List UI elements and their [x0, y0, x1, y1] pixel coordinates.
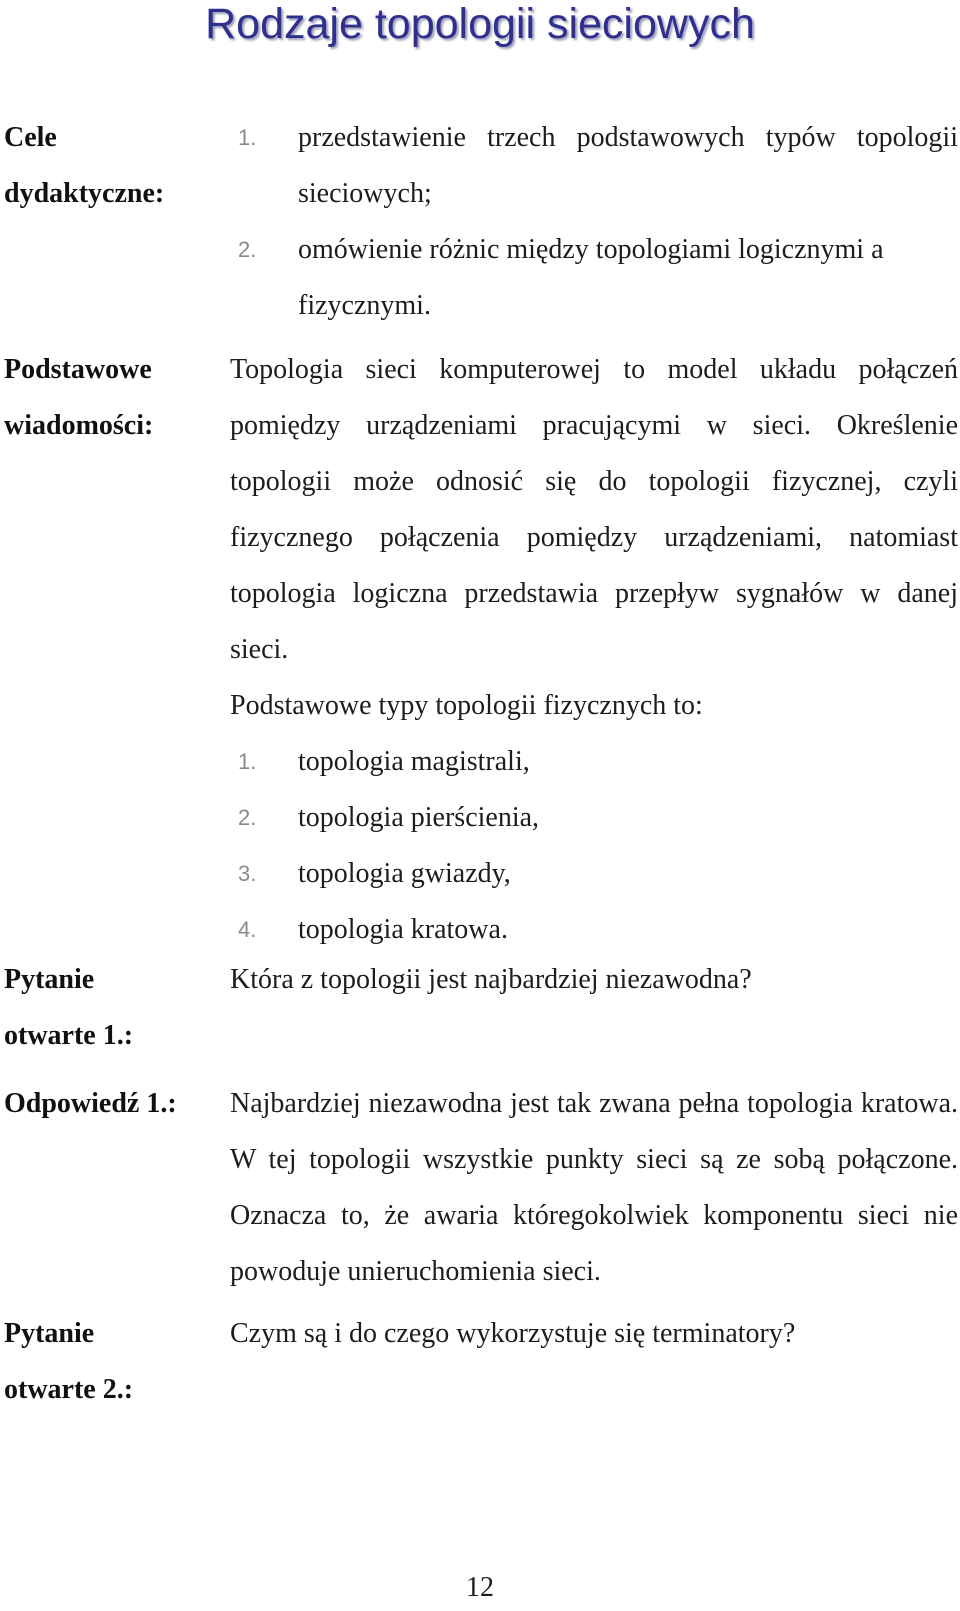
definition-paragraph: Topologia sieci komputerowej to model układu połączeń pomiędzy urządzeniami pracującymi w sieci. Określenie topologii może odnosić się do topologii fizycznej, czyli fizycznego połączenia pomiędzy urządzeniami, natomiast topologia logiczna przedstawia przepływ sygnałów w danej sieci.	[230, 354, 958, 665]
list-item-text: topologia pierścienia,	[298, 802, 540, 833]
label-line: Odpowiedź 1.:	[4, 1088, 177, 1119]
list-item-text: topologia magistrali,	[298, 746, 530, 777]
section-content-wiadomosci	[230, 342, 958, 958]
list-number: 1.	[238, 125, 257, 150]
label-line: Pytanie	[4, 1318, 95, 1349]
section-label-cele	[4, 110, 214, 222]
topology-types-list	[230, 734, 958, 958]
page-number: 12	[466, 1572, 494, 1603]
section-content-pytanie2	[230, 1306, 958, 1362]
section-label-pytanie1	[4, 952, 214, 1064]
label-line: otwarte 2.:	[4, 1374, 134, 1405]
list-number: 1.	[238, 749, 257, 774]
list-number: 4.	[238, 917, 257, 942]
label-line: wiadomości:	[4, 410, 154, 441]
types-intro: Podstawowe typy topologii fizycznych to:	[230, 690, 703, 721]
goals-list	[230, 110, 958, 334]
label-line: dydaktyczne:	[4, 178, 165, 209]
section-label-odpowiedz1	[4, 1076, 214, 1132]
question-text: Czym są i do czego wykorzystuje się terminatory?	[230, 1318, 796, 1349]
list-item	[230, 902, 958, 958]
label-line: Cele	[4, 122, 57, 153]
answer-text: Najbardziej niezawodna jest tak zwana pełna topologia kratowa. W tej topologii wszystkie punkty sieci są ze sobą połączone. Oznacza to, że awaria któregokolwiek komponentu sieci nie powoduje unieruchomienia sieci.	[230, 1088, 958, 1287]
list-item-text: topologia kratowa.	[298, 914, 508, 945]
section-content-cele	[230, 110, 958, 334]
list-number: 2.	[238, 805, 257, 830]
label-line: Podstawowe	[4, 354, 152, 385]
list-number: 2.	[238, 237, 257, 262]
question-text: Która z topologii jest najbardziej niezawodna?	[230, 964, 752, 995]
list-item	[230, 790, 958, 846]
list-item-text: przedstawienie trzech podstawowych typów topologii sieciowych;	[298, 122, 958, 209]
section-content-odpowiedz1	[230, 1076, 958, 1300]
section-label-pytanie2	[4, 1306, 214, 1418]
list-item-text: topologia gwiazdy,	[298, 858, 511, 889]
page-title: Rodzaje topologii sieciowych	[205, 0, 755, 48]
list-number: 3.	[238, 861, 257, 886]
section-content-pytanie1	[230, 952, 958, 1008]
list-item	[230, 734, 958, 790]
list-item	[230, 846, 958, 902]
list-item-text: omówienie różnic między topologiami logicznymi a fizycznymi.	[298, 234, 884, 321]
label-line: Pytanie	[4, 964, 95, 995]
list-item	[230, 222, 958, 334]
section-label-wiadomosci	[4, 342, 214, 454]
label-line: otwarte 1.:	[4, 1020, 134, 1051]
list-item	[230, 110, 958, 222]
